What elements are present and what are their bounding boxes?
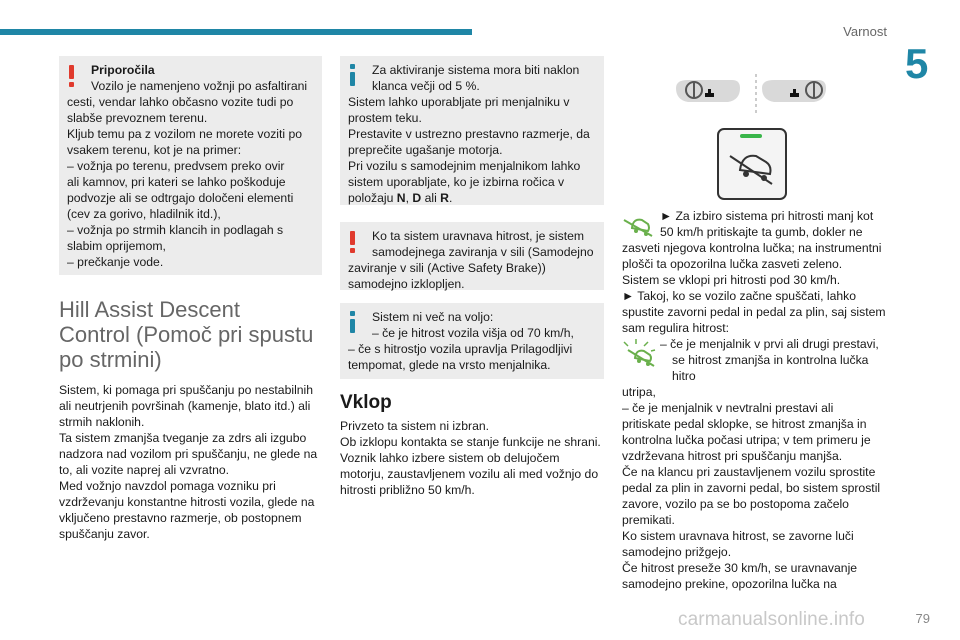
warning-line: Vozilo je namenjeno vožnji po asfaltirani <box>91 79 308 93</box>
heading-line: Control (Pomoč pri spustu <box>59 322 314 347</box>
heading-line: Hill Assist Descent <box>59 297 240 322</box>
warning-line: samodejnega zaviranja v sili (Samodejno <box>372 245 594 259</box>
warning-line: Kljub temu pa z vozilom ne morete voziti po <box>67 127 303 141</box>
warning-line: vsakem terenu, kot je na primer: <box>67 143 242 157</box>
body-line: samodejno prižgejo. <box>622 545 732 559</box>
watermark: carmanualsonline.info <box>678 609 865 630</box>
body-line: Voznik lahko izbere sistem ob delujočem <box>340 451 560 465</box>
body-line: se hitrost zmanjša in kontrolna lučka hitro <box>672 353 869 383</box>
info-line: Za aktiviranje sistema mora biti naklon <box>372 63 580 77</box>
body-line: Ta sistem zmanjša tveganje za zdrs ali izgubo <box>59 431 307 445</box>
body-line: vzdrževanju konstantne hitrosti vozila, glede na <box>59 495 315 509</box>
column-2 <box>340 56 604 498</box>
info-line: klanca večji od 5 %. <box>372 79 480 93</box>
warning-line: cesti, vendar lahko občasno vozite tudi po <box>67 95 294 109</box>
chapter-number: 5 <box>905 40 929 87</box>
info-icon <box>350 311 355 333</box>
body-line: Ko sistem uravnava hitrost, se zavorne luči <box>622 529 854 543</box>
body-line: plošči ta opozorilna lučka zasveti zeleno. <box>622 257 843 271</box>
activation-paragraph <box>340 418 604 498</box>
body-line: Sistem, ki pomaga pri spuščanju po nestabilnih <box>59 383 314 397</box>
body-line: to, ali vozite naprej ali vzvratno. <box>59 463 230 477</box>
body-line: Med vožnjo navzdol pomaga vozniku pri <box>59 479 276 493</box>
body-line: Sistem se vklopi pri hitrosti pod 30 km/h. <box>622 273 841 287</box>
info-line: preprečite ugašanje motorja. <box>348 143 503 157</box>
intro-paragraph <box>59 382 322 542</box>
availability-info-box <box>340 303 604 379</box>
section-title: Varnost <box>843 24 887 39</box>
column-1 <box>59 56 322 542</box>
warning-icon <box>350 231 355 253</box>
warning-line: ali kamnov, pri kateri se lahko poškoduje <box>67 175 286 189</box>
body-line: samodejno prekine, opozorilna lučka na <box>622 577 837 591</box>
info-text: ali <box>421 191 441 205</box>
regulation-paragraph <box>622 336 892 592</box>
body-line: utripa, <box>622 385 656 399</box>
body-line: Če na klancu pri zaustavljenem vozilu sprostite <box>622 465 876 479</box>
body-line: – če je menjalnik v prvi ali drugi prestavi, <box>660 337 879 351</box>
body-line: zavore, vozilo pa se bo postopoma začelo <box>622 497 849 511</box>
gear-r: R <box>440 191 449 205</box>
warning-icon <box>69 65 74 87</box>
body-line: Privzeto ta sistem ni izbran. <box>340 419 490 433</box>
warning-line: slabše prevoznem terenu. <box>67 111 208 125</box>
warning-title: Priporočila <box>91 63 155 77</box>
info-line: Sistem lahko uporabljate pri menjalniku v <box>348 95 570 109</box>
hill-descent-button-icon <box>718 129 786 199</box>
body-line: vzdrževana hitrost pri spuščanju manjša. <box>622 449 843 463</box>
warning-line: Ko ta sistem uravnava hitrost, je sistem <box>372 229 585 243</box>
warning-line: zaviranje v sili (Active Safety Brake)) <box>348 261 546 275</box>
hill-descent-button-illustration <box>672 70 842 205</box>
body-line: ► Takoj, ko se vozilo začne spuščati, lahko <box>622 289 857 303</box>
info-line: Pri vozilu s samodejnim menjalnikom lahko <box>348 159 581 173</box>
info-line: Prestavite v ustrezno prestavno razmerje, da <box>348 127 590 141</box>
info-line: prostem teku. <box>348 111 422 125</box>
body-line: motorju, zaustavljenem vozilu ali med vožnjo do <box>340 467 599 481</box>
gear-d: D <box>412 191 422 205</box>
warning-line: – prečkanje vode. <box>67 255 164 269</box>
body-line: kontrolna lučka počasi utripa; v tem primeru je <box>622 433 871 447</box>
steering-wheel-right-icon <box>762 80 826 102</box>
header-accent-bar <box>0 29 472 35</box>
info-line <box>348 190 596 206</box>
body-line: hitrosti približno 50 km/h. <box>340 483 475 497</box>
info-line: tempomat, glede na vrsto menjalnika. <box>348 358 551 372</box>
body-line: 50 km/h pritiskajte ta gumb, dokler ne <box>660 225 863 239</box>
body-line: vključeno prestavno razmerje, ob postopnem <box>59 511 302 525</box>
warning-line: (cev za gorivo, hladilnik itd.), <box>67 207 221 221</box>
column-3 <box>622 208 892 592</box>
body-line: nadzora nad vozilom pri spuščanju, ne glede na <box>59 447 318 461</box>
body-line: premikati. <box>622 513 675 527</box>
info-icon <box>350 64 355 86</box>
body-line: pedal za plin in zavorni pedal, bo sistem sprostil <box>622 481 881 495</box>
body-line: ► Za izbiro sistema pri hitrosti manj kot <box>660 209 874 223</box>
warning-line: samodejno izklopljen. <box>348 277 465 291</box>
warning-line: – vožnja po strmih klancih in podlagah s <box>67 223 284 237</box>
info-text: . <box>448 191 453 205</box>
green-hill-descent-lamp-icon <box>622 212 656 238</box>
activation-info-box <box>340 56 604 205</box>
body-line: strmih naklonih. <box>59 415 145 429</box>
safety-brake-warning-box <box>340 222 604 290</box>
warning-line: slabim oprijemom, <box>67 239 166 253</box>
body-line: spustite zavorni pedal in pedal za plin, saj sistem <box>622 305 886 319</box>
info-line: – če je hitrost vozila višja od 70 km/h, <box>372 326 574 340</box>
body-line: – če je menjalnik v nevtralni prestavi ali <box>622 401 834 415</box>
info-line: Sistem ni več na voljo: <box>372 310 494 324</box>
page-number: 79 <box>915 611 930 626</box>
body-line: pritiskate pedal sklopke, se hitrost zmanjša in <box>622 417 867 431</box>
recommendation-warning-box <box>59 56 322 275</box>
selection-paragraph <box>622 208 892 336</box>
body-line: zasveti njegova kontrolna lučka; na instrumentni <box>622 241 882 255</box>
info-line: sistem uporabljate, ko je izbirna ročica v <box>348 175 565 189</box>
info-line: – če s hitrostjo vozila upravlja Prilagodljivi <box>348 342 573 356</box>
section-heading <box>59 297 322 372</box>
steering-wheel-left-icon <box>676 80 740 102</box>
section-heading: Vklop <box>340 392 392 413</box>
info-text: , <box>405 191 413 205</box>
blinking-hill-descent-lamp-icon <box>622 338 660 368</box>
heading-line: po strmini) <box>59 347 162 372</box>
body-line: sam regulira hitrost: <box>622 321 730 335</box>
warning-line: – vožnja po terenu, predvsem preko ovir <box>67 159 285 173</box>
info-text: položaju <box>348 191 397 205</box>
body-line: ali neutrjenih površinah (kamenje, blato itd.) ali <box>59 399 311 413</box>
gear-n: N <box>396 191 406 205</box>
warning-line: podvozje ali se odtrgajo določeni elementi <box>67 191 294 205</box>
body-line: Če hitrost preseže 30 km/h, se uravnavanje <box>622 561 858 575</box>
body-line: spuščanju zavor. <box>59 527 150 541</box>
body-line: Ob izklopu kontakta se stanje funkcije ne shrani. <box>340 435 601 449</box>
